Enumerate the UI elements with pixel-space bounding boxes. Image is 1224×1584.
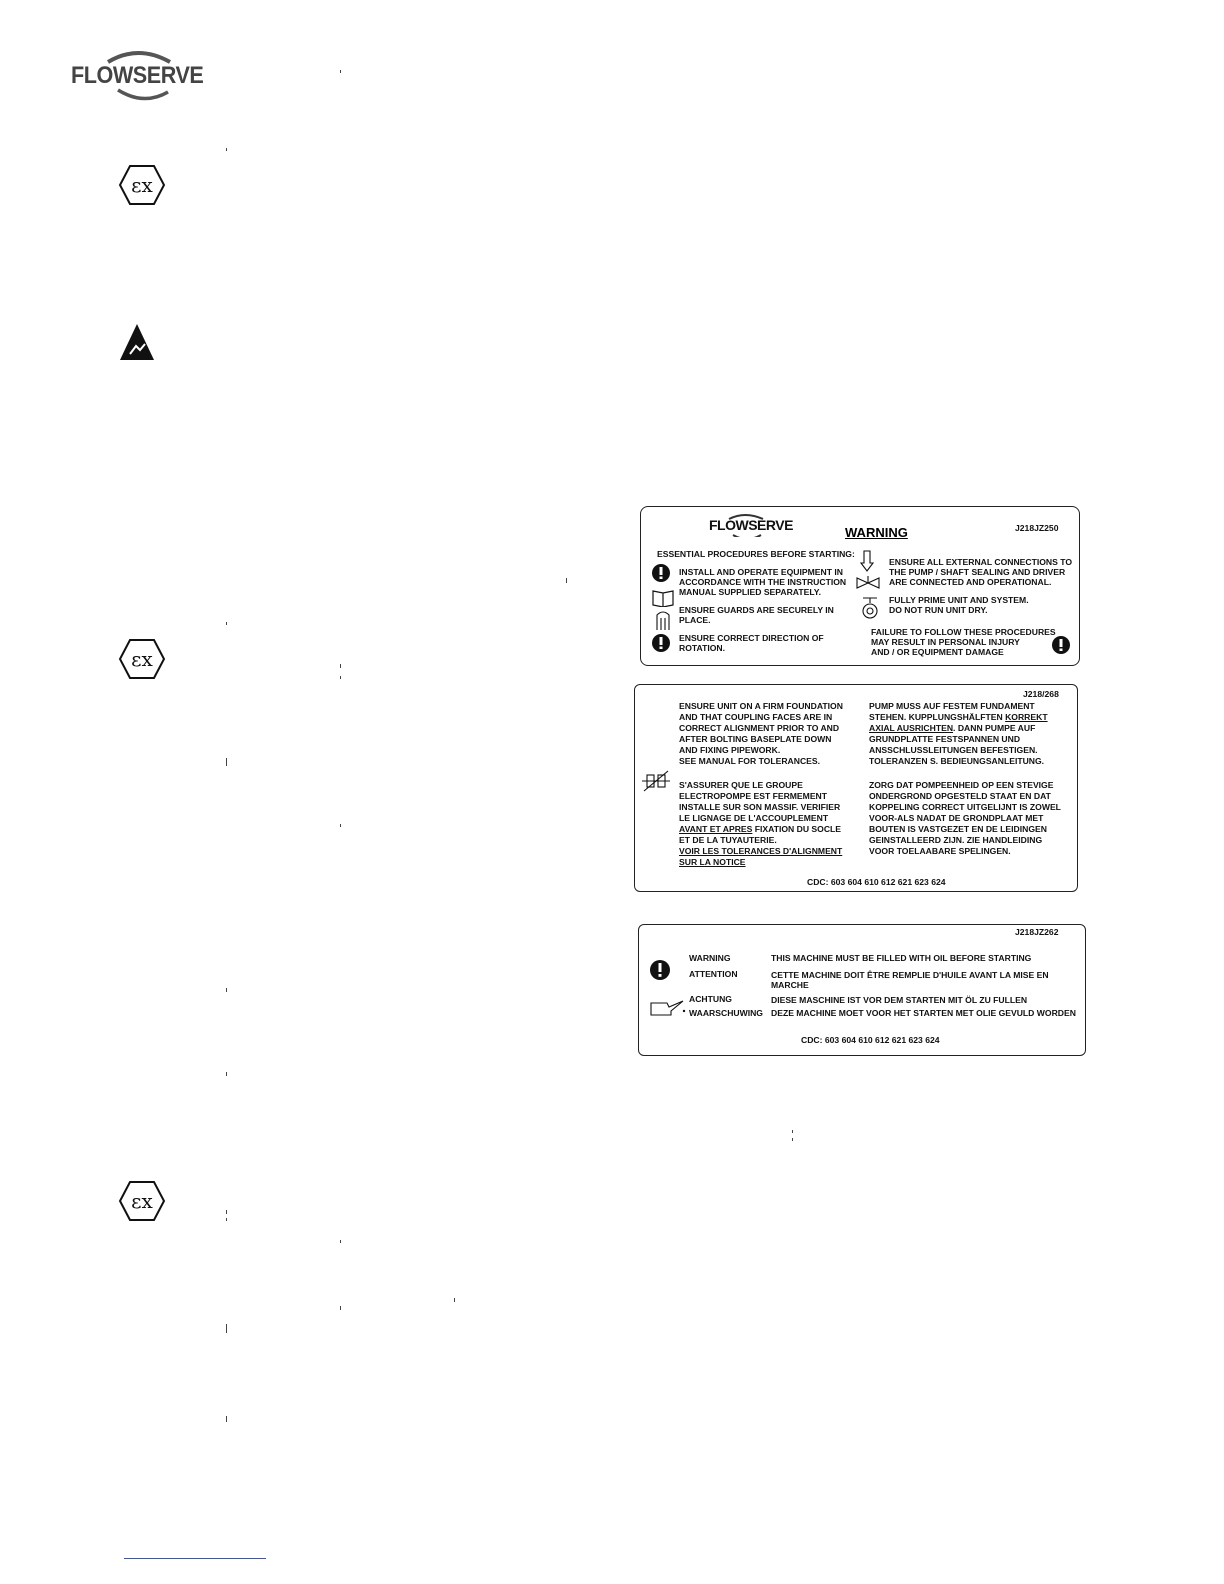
scan-mark bbox=[226, 148, 227, 151]
scan-mark bbox=[792, 1130, 793, 1133]
row-text-attention-cont: MARCHE bbox=[771, 980, 809, 990]
coupling-alignment-icon bbox=[641, 769, 671, 793]
scan-mark bbox=[226, 622, 227, 625]
item-install-line1: INSTALL AND OPERATE EQUIPMENT IN bbox=[679, 567, 843, 577]
row-heading-attention: ATTENTION bbox=[689, 969, 738, 979]
english-line: CORRECT ALIGNMENT PRIOR TO AND bbox=[679, 723, 840, 733]
dutch-line: GEINSTALLEERD ZIJN. ZIE HANDLEIDING bbox=[869, 835, 1043, 845]
german-text: . DANN PUMPE AUF bbox=[953, 723, 1036, 733]
alignment-label bbox=[634, 684, 1078, 892]
item-install-line2: ACCORDANCE WITH THE INSTRUCTION bbox=[679, 577, 847, 587]
scan-mark bbox=[226, 1072, 227, 1076]
dutch-line: VOOR TOELAABARE SPELINGEN. bbox=[869, 846, 1011, 856]
esd-warning-triangle-icon bbox=[118, 322, 156, 362]
item-guards-line2: PLACE. bbox=[679, 615, 711, 625]
scan-mark bbox=[226, 988, 227, 992]
label-code: J218JZ262 bbox=[1015, 927, 1059, 937]
prime-pump-icon bbox=[859, 595, 881, 619]
scan-mark bbox=[340, 1306, 341, 1310]
french-text: FIXATION DU SOCLE bbox=[752, 824, 842, 834]
item-rotation-line1: ENSURE CORRECT DIRECTION OF bbox=[679, 633, 824, 643]
failure-warning-line2: MAY RESULT IN PERSONAL INJURY bbox=[871, 637, 1020, 647]
label-code: J218/268 bbox=[1023, 689, 1059, 699]
item-guards-line1: ENSURE GUARDS ARE SECURELY IN bbox=[679, 605, 834, 615]
guard-icon bbox=[653, 609, 673, 631]
svg-text:εx: εx bbox=[131, 1189, 153, 1213]
logo-text: FLOWSERVE bbox=[71, 62, 204, 89]
french-line: VOIR LES TOLERANCES D'ALIGNMENT bbox=[679, 846, 843, 856]
cdc-codes: CDC: 603 604 610 612 621 623 624 bbox=[801, 1035, 940, 1045]
failure-warning-line3: AND / OR EQUIPMENT DAMAGE bbox=[871, 647, 1004, 657]
scan-mark bbox=[226, 758, 227, 766]
label-code: J218JZ250 bbox=[1015, 523, 1059, 533]
item-install-line3: MANUAL SUPPLIED SEPARATELY. bbox=[679, 587, 821, 597]
german-line bbox=[869, 712, 1048, 723]
scan-mark bbox=[226, 1324, 227, 1333]
exclamation-icon bbox=[1051, 635, 1071, 655]
row-text-attention: CETTE MACHINE DOIT ÊTRE REMPLIE D'HUILE AVANT LA MISE EN bbox=[771, 970, 1049, 980]
dutch-line: KOPPELING CORRECT UITGELIJNT IS ZOWEL bbox=[869, 802, 1061, 812]
oil-can-icon bbox=[647, 997, 687, 1017]
cdc-codes: CDC: 603 604 610 612 621 623 624 bbox=[807, 877, 946, 887]
row-text-warning: THIS MACHINE MUST BE FILLED WITH OIL BEFORE STARTING bbox=[771, 953, 1032, 963]
item-rotation-line2: ROTATION. bbox=[679, 643, 725, 653]
exclamation-icon bbox=[649, 959, 671, 981]
dutch-line: BOUTEN IS VASTGEZET EN DE LEIDINGEN bbox=[869, 824, 1047, 834]
row-text-waarschuwing: DEZE MACHINE MOET VOOR HET STARTEN MET OLIE GEVULD WORDEN bbox=[771, 1008, 1076, 1018]
row-heading-achtung: ACHTUNG bbox=[689, 994, 732, 1004]
row-heading-warning: WARNING bbox=[689, 953, 731, 963]
svg-text:εx: εx bbox=[131, 173, 153, 197]
french-line: ELECTROPOMPE EST FERMEMENT bbox=[679, 791, 828, 801]
french-line: LE LIGNAGE DE L'ACCOUPLEMENT bbox=[679, 813, 829, 823]
ex-atex-icon bbox=[118, 1180, 166, 1222]
scan-mark bbox=[340, 676, 341, 679]
ex-atex-icon bbox=[118, 638, 166, 680]
row-heading-waarschuwing: WAARSCHUWING bbox=[689, 1008, 763, 1018]
dutch-line: ONDERGROND OPGESTELD STAAT EN DAT bbox=[869, 791, 1051, 801]
german-line bbox=[869, 723, 1035, 734]
label-heading: ESSENTIAL PROCEDURES BEFORE STARTING: bbox=[657, 549, 855, 559]
item-prime-line2: DO NOT RUN UNIT DRY. bbox=[889, 605, 988, 615]
exclamation-icon bbox=[651, 563, 671, 583]
french-line: ET DE LA TUYAUTERIE. bbox=[679, 835, 777, 845]
valve-icon bbox=[855, 575, 881, 591]
company-logo bbox=[68, 46, 208, 106]
german-underlined-text: AXIAL AUSRICHTEN bbox=[869, 723, 954, 733]
manual-book-icon bbox=[651, 587, 675, 607]
exclamation-icon bbox=[651, 633, 671, 653]
scan-mark bbox=[340, 664, 341, 668]
scan-mark bbox=[454, 1298, 455, 1302]
english-line: AND FIXING PIPEWORK. bbox=[679, 745, 781, 755]
failure-warning-line1: FAILURE TO FOLLOW THESE PROCEDURES bbox=[871, 627, 1056, 637]
item-connections-line2: THE PUMP / SHAFT SEALING AND DRIVER bbox=[889, 567, 1066, 577]
english-line: AFTER BOLTING BASEPLATE DOWN bbox=[679, 734, 832, 744]
german-text: STEHEN. KUPPLUNGSHÄLFTEN bbox=[869, 712, 1006, 722]
english-line: SEE MANUAL FOR TOLERANCES. bbox=[679, 756, 821, 766]
scan-mark bbox=[792, 1138, 793, 1141]
french-line: INSTALLE SUR SON MASSIF. VERIFIER bbox=[679, 802, 841, 812]
warning-label-essential-procedures bbox=[640, 506, 1080, 666]
french-underlined-text: AVANT ET APRES bbox=[679, 824, 753, 834]
dutch-line: VOOR-ALS NADAT DE GRONDPLAAT MET bbox=[869, 813, 1044, 823]
french-line: SUR LA NOTICE bbox=[679, 857, 746, 867]
item-prime-line1: FULLY PRIME UNIT AND SYSTEM. bbox=[889, 595, 1029, 605]
scan-mark bbox=[340, 824, 341, 827]
scan-mark bbox=[226, 1218, 227, 1221]
connection-arrow-icon bbox=[859, 549, 875, 573]
german-line: GRUNDPLATTE FESTSPANNEN UND bbox=[869, 734, 1021, 744]
french-line: S'ASSURER QUE LE GROUPE bbox=[679, 780, 803, 790]
item-connections-line1: ENSURE ALL EXTERNAL CONNECTIONS TO bbox=[889, 557, 1073, 567]
label-title: WARNING bbox=[845, 525, 908, 540]
german-line: ANSSCHLUSSLEITUNGEN BEFESTIGEN. bbox=[869, 745, 1038, 755]
footer-link-underline[interactable] bbox=[124, 1558, 266, 1559]
german-underlined-text: KORREKT bbox=[1005, 712, 1048, 722]
label-logo-text: FLOWSERVE bbox=[709, 517, 793, 533]
label-logo-swoosh-icon bbox=[707, 513, 787, 537]
dutch-line: ZORG DAT POMPEENHEID OP EEN STEVIGE bbox=[869, 780, 1054, 790]
item-connections-line3: ARE CONNECTED AND OPERATIONAL. bbox=[889, 577, 1052, 587]
scan-mark bbox=[340, 70, 341, 73]
svg-text:εx: εx bbox=[131, 647, 153, 671]
row-text-achtung: DIESE MASCHINE IST VOR DEM STARTEN MIT ÖL ZU FULLEN bbox=[771, 995, 1028, 1005]
english-line: ENSURE UNIT ON A FIRM FOUNDATION bbox=[679, 701, 843, 711]
german-line: PUMP MUSS AUF FESTEM FUNDAMENT bbox=[869, 701, 1035, 711]
scan-mark bbox=[340, 1240, 341, 1243]
ex-atex-icon bbox=[118, 164, 166, 206]
scan-mark bbox=[226, 1416, 227, 1422]
french-line bbox=[679, 824, 841, 835]
scan-mark bbox=[226, 1210, 227, 1214]
oil-fill-warning-label bbox=[638, 924, 1086, 1056]
scan-mark bbox=[566, 578, 567, 583]
english-line: AND THAT COUPLING FACES ARE IN bbox=[679, 712, 833, 722]
german-line: TOLERANZEN S. BEDIEUNGSANLEITUNG. bbox=[869, 756, 1045, 766]
